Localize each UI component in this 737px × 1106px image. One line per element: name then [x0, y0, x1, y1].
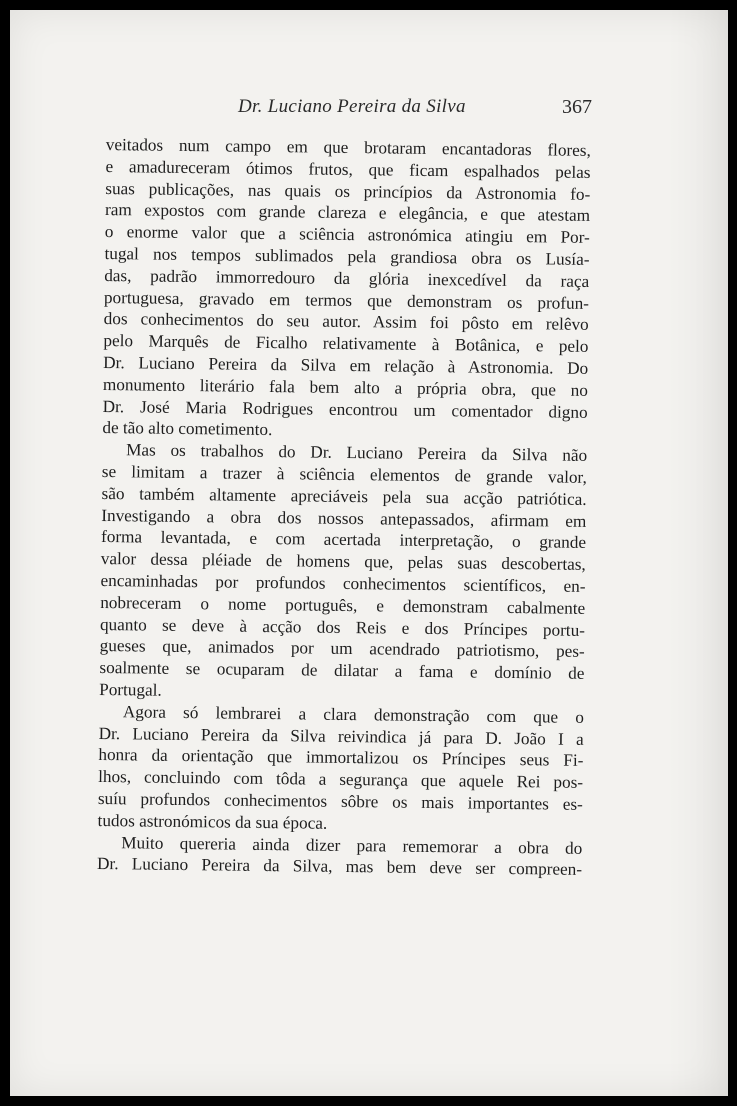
text-line: Portugal. — [99, 679, 162, 700]
text-line: honra da orientação que immortalizou os Príncipes seus Fi- — [98, 745, 584, 771]
paragraph — [97, 831, 582, 881]
text-line: forma levantada, e com acertada interpretação, o grande — [100, 527, 587, 553]
text-line: quanto se deve à acção dos Reis e dos Príncipes portu- — [99, 614, 586, 640]
text-line: suíu profundos conhecimentos sôbre os mais importantes es- — [97, 788, 583, 814]
running-head — [10, 96, 728, 126]
running-title: Dr. Luciano Pereira da Silva — [238, 96, 466, 117]
page-number: 367 — [562, 96, 592, 118]
text-line: nobreceram o nome português, e demonstram cabalmente — [100, 592, 586, 618]
body-text — [97, 134, 591, 881]
text-line: valor dessa pléiade de homens que, pelas suas descobertas, — [100, 549, 586, 575]
text-line: e amadureceram ótimos frutos, que ficam espalhados pelas — [105, 156, 591, 182]
text-line: dos conhecimentos do seu autor. Assim foi pôsto em relêvo — [103, 309, 589, 335]
text-line: gueses que, animados por um acendrado patriotismo, pes- — [99, 636, 585, 662]
text-line: Mas os trabalhos do Dr. Luciano Pereira da Silva não — [126, 440, 588, 466]
page-shading — [668, 10, 728, 1096]
text-line: lhos, concluindo com tôda a segurança que aquele Rei pos- — [98, 767, 584, 792]
text-line: Investigando a obra dos nossos antepassados, afirmam em — [101, 505, 587, 531]
text-line: veitados num campo em que brotaram encantadoras flores, — [105, 134, 591, 160]
text-line: encaminhadas por profundos conhecimentos scientíficos, en- — [100, 570, 586, 596]
text-line: tudos astronómicos da sua época. — [97, 810, 328, 833]
text-line: portuguesa, gravado em termos que demonstram os profun- — [103, 287, 590, 313]
text-line: pelo Marquês de Ficalho relativamente à Botânica, e pelo — [103, 331, 589, 357]
text-line: soalmente se ocuparam de dilatar a fama e domínio de — [99, 658, 585, 684]
text-line: ram expostos com grande clareza e elegância, e que atestam — [104, 200, 591, 226]
paragraph — [97, 701, 584, 838]
text-line: monumento literário fala bem alto a própria obra, que no — [102, 374, 589, 400]
text-line: Dr. Luciano Pereira da Silva, mas bem deve ser compreen- — [96, 854, 583, 880]
text-line: são também altamente apreciáveis pela sua acção patriótica. — [101, 483, 587, 509]
text-line: o enorme valor que a sciência astronómica atingiu em Por- — [104, 222, 590, 248]
text-line: de tão alto cometimento. — [102, 418, 273, 440]
paragraph — [102, 134, 591, 445]
text-line: Muito quereria ainda dizer para rememorar a obra do — [121, 832, 583, 858]
paragraph — [99, 439, 587, 706]
text-line: Agora só lembrarei a clara demonstração com que o — [122, 701, 585, 727]
text-line: suas publicações, nas quais os princípios da Astronomia fo- — [105, 178, 591, 204]
text-line: tugal nos tempos sublimados pela grandiosa obra os Lusía- — [104, 243, 590, 269]
text-line: Dr. Luciano Pereira da Silva em relação à Astronomia. Do — [103, 352, 589, 378]
text-line: se limitam a trazer à sciência elementos de grande valor, — [101, 461, 587, 487]
text-line: das, padrão immorredouro da glória inexcedível da raça — [104, 265, 590, 291]
text-line: Dr. José Maria Rodrigues encontrou um comentador digno — [102, 396, 588, 422]
text-line: Dr. Luciano Pereira da Silva reivindica já para D. João I a — [98, 723, 584, 749]
book-page — [10, 10, 728, 1096]
